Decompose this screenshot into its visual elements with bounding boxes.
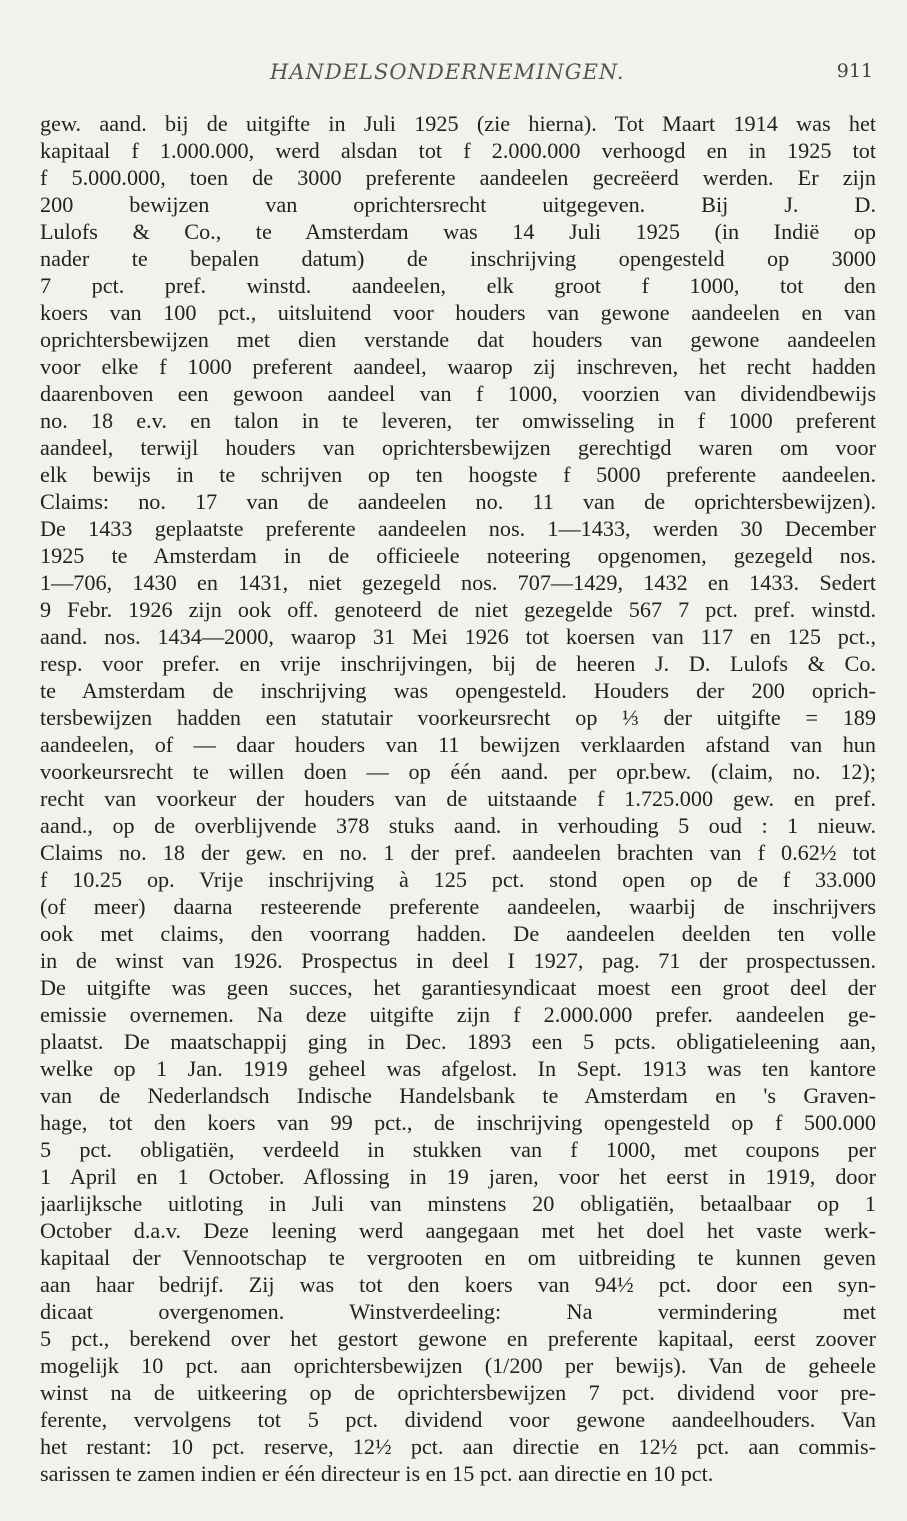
text-line: voorkeursrecht te willen doen — op één aand. per opr.bew. (claim, no. 12); bbox=[40, 759, 876, 784]
text-line: gew. aand. bij de uitgifte in Juli 1925 (zie hierna). Tot Maart 1914 was het bbox=[40, 111, 876, 136]
text-line: elk bewijs in te schrijven op ten hoogste f 5000 preferente aandeelen. bbox=[40, 462, 876, 487]
text-line: no. 18 e.v. en talon in te leveren, ter omwisseling in f 1000 preferent bbox=[40, 408, 876, 433]
text-line: plaatst. De maatschappij ging in Dec. 1893 een 5 pcts. obligatieleening aan, bbox=[40, 1029, 876, 1054]
text-line: welke op 1 Jan. 1919 geheel was afgelost. In Sept. 1913 was ten kantore bbox=[40, 1056, 876, 1081]
text-line: aan haar bedrijf. Zij was tot den koers van 94½ pct. door een syn- bbox=[40, 1272, 876, 1297]
text-line: ook met claims, den voorrang hadden. De aandeelen deelden ten volle bbox=[40, 921, 876, 946]
text-line: oprichtersbewijzen met dien verstande dat houders van gewone aandeelen bbox=[40, 327, 876, 352]
text-line: te Amsterdam de inschrijving was opengesteld. Houders der 200 oprich- bbox=[40, 678, 876, 703]
text-line: f 10.25 op. Vrije inschrijving à 125 pct. stond open op de f 33.000 bbox=[40, 867, 876, 892]
running-head: HANDELSONDERNEMINGEN. bbox=[270, 60, 625, 84]
body-text bbox=[40, 110, 876, 1487]
text-line: resp. voor prefer. en vrije inschrijvingen, bij de heeren J. D. Lulofs & Co. bbox=[40, 651, 876, 676]
text-line: Lulofs & Co., te Amsterdam was 14 Juli 1925 (in Indië op bbox=[40, 219, 876, 244]
text-line: in de winst van 1926. Prospectus in deel I 1927, pag. 71 der prospectussen. bbox=[40, 948, 876, 973]
text-line: het restant: 10 pct. reserve, 12½ pct. aan directie en 12½ pct. aan commis- bbox=[40, 1434, 876, 1459]
text-line: tersbewijzen hadden een statutair voorkeursrecht op ⅓ der uitgifte = 189 bbox=[40, 705, 876, 730]
text-line: sarissen te zamen indien er één directeur is en 15 pct. aan directie en 10 pct. bbox=[40, 1461, 714, 1486]
text-line: nader te bepalen datum) de inschrijving opengesteld op 3000 bbox=[40, 246, 876, 271]
text-line: aandeelen, of — daar houders van 11 bewijzen verklaarden afstand van hun bbox=[40, 732, 876, 757]
text-line: f 5.000.000, toen de 3000 preferente aandeelen gecreëerd werden. Er zijn bbox=[40, 165, 876, 190]
text-line: ferente, vervolgens tot 5 pct. dividend voor gewone aandeelhouders. Van bbox=[40, 1407, 876, 1432]
text-line: aandeel, terwijl houders van oprichtersbewijzen gerechtigd waren om voor bbox=[40, 435, 876, 460]
text-line: 9 Febr. 1926 zijn ook off. genoteerd de niet gezegelde 567 7 pct. pref. winstd. bbox=[40, 597, 876, 622]
text-line: 5 pct. obligatiën, verdeeld in stukken van f 1000, met coupons per bbox=[40, 1137, 876, 1162]
text-line: Claims no. 18 der gew. en no. 1 der pref. aandeelen brachten van f 0.62½ tot bbox=[40, 840, 876, 865]
text-line: 1925 te Amsterdam in de officieele noteering opgenomen, gezegeld nos. bbox=[40, 543, 876, 568]
text-line: recht van voorkeur der houders van de uitstaande f 1.725.000 gew. en pref. bbox=[40, 786, 876, 811]
text-line: aand., op de overblijvende 378 stuks aand. in verhouding 5 oud : 1 nieuw. bbox=[40, 813, 876, 838]
text-line: winst na de uitkeering op de oprichtersbewijzen 7 pct. dividend voor pre- bbox=[40, 1380, 876, 1405]
text-line: De uitgifte was geen succes, het garantiesyndicaat moest een groot deel der bbox=[40, 975, 876, 1000]
text-line: 1—706, 1430 en 1431, niet gezegeld nos. 707—1429, 1432 en 1433. Sedert bbox=[40, 570, 876, 595]
text-line: van de Nederlandsch Indische Handelsbank te Amsterdam en 's Graven- bbox=[40, 1083, 876, 1108]
page-number: 911 bbox=[836, 60, 873, 82]
text-line: daarenboven een gewoon aandeel van f 1000, voorzien van dividendbewijs bbox=[40, 381, 876, 406]
text-line: hage, tot den koers van 99 pct., de inschrijving opengesteld op f 500.000 bbox=[40, 1110, 876, 1135]
text-line: 7 pct. pref. winstd. aandeelen, elk groot f 1000, tot den bbox=[40, 273, 876, 298]
text-line: emissie overnemen. Na deze uitgifte zijn f 2.000.000 prefer. aandeelen ge- bbox=[40, 1002, 876, 1027]
text-line: Claims: no. 17 van de aandeelen no. 11 van de oprichtersbewijzen). bbox=[40, 489, 876, 514]
text-line: 200 bewijzen van oprichtersrecht uitgegeven. Bij J. D. bbox=[40, 192, 876, 217]
text-line: koers van 100 pct., uitsluitend voor houders van gewone aandeelen en van bbox=[40, 300, 876, 325]
text-line: voor elke f 1000 preferent aandeel, waarop zij inschreven, het recht hadden bbox=[40, 354, 876, 379]
page-header bbox=[0, 58, 907, 88]
text-line: dicaat overgenomen. Winstverdeeling: Na vermindering met bbox=[40, 1299, 876, 1324]
text-line: 1 April en 1 October. Aflossing in 19 jaren, voor het eerst in 1919, door bbox=[40, 1164, 876, 1189]
text-line: jaarlijksche uitloting in Juli van minstens 20 obligatiën, betaalbaar op 1 bbox=[40, 1191, 876, 1216]
text-line: (of meer) daarna resteerende preferente aandeelen, waarbij de inschrijvers bbox=[40, 894, 876, 919]
text-line: kapitaal f 1.000.000, werd alsdan tot f 2.000.000 verhoogd en in 1925 tot bbox=[40, 138, 876, 163]
text-line: mogelijk 10 pct. aan oprichtersbewijzen (1/200 per bewijs). Van de geheele bbox=[40, 1353, 876, 1378]
text-line: 5 pct., berekend over het gestort gewone en preferente kapitaal, eerst zoover bbox=[40, 1326, 876, 1351]
text-line: October d.a.v. Deze leening werd aangegaan met het doel het vaste werk- bbox=[40, 1218, 876, 1243]
text-line: kapitaal der Vennootschap te vergrooten en om uitbreiding te kunnen geven bbox=[40, 1245, 876, 1270]
text-line: aand. nos. 1434—2000, waarop 31 Mei 1926 tot koersen van 117 en 125 pct., bbox=[40, 624, 876, 649]
text-line: De 1433 geplaatste preferente aandeelen nos. 1—1433, werden 30 December bbox=[40, 516, 876, 541]
